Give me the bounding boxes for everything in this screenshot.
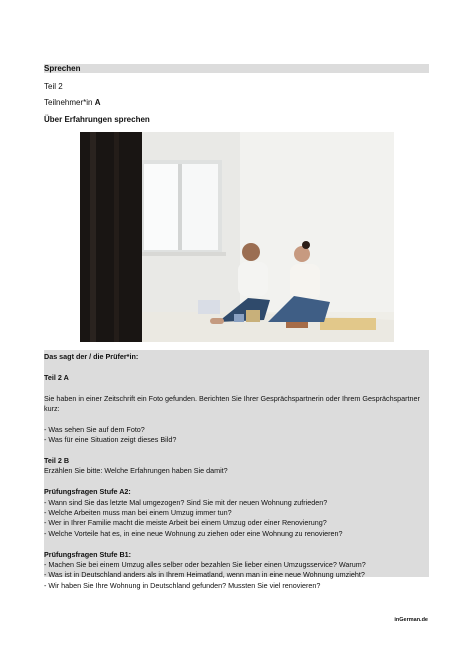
moving-couple-photo bbox=[80, 132, 394, 342]
part-a-question-2: - Was für eine Situation zeigt dieses Bild? bbox=[44, 435, 177, 445]
section-header-bar bbox=[44, 64, 429, 73]
participant-letter: A bbox=[94, 98, 101, 107]
b1-question-1: - Machen Sie bei einem Umzug alles selber oder bezahlen Sie lieber einen Umzugsservice? Warum? bbox=[44, 560, 366, 570]
part-a-text-line-1: Sie haben in einer Zeitschrift ein Foto gefunden. Berichten Sie Ihrer Gesprächspartnerin oder Ihrem Gesprächspartner bbox=[44, 393, 420, 403]
part-b-title: Teil 2 B bbox=[44, 456, 70, 465]
section-title: Sprechen bbox=[44, 64, 81, 73]
participant-label bbox=[44, 98, 100, 108]
b1-question-3: - Wir haben Sie Ihre Wohnung in Deutschland gefunden? Mussten Sie viel renovieren? bbox=[44, 580, 321, 590]
photo-illustration bbox=[80, 132, 394, 342]
level-b1-title: Prüfungsfragen Stufe B1: bbox=[44, 549, 132, 559]
examiner-content bbox=[44, 350, 429, 591]
topic-title: Über Erfahrungen sprechen bbox=[44, 115, 150, 124]
footer-brand: inGerman.de bbox=[394, 617, 428, 623]
a2-question-3: - Wer in Ihrer Familie macht die meiste Arbeit bei einem Umzug oder einer Renovierung? bbox=[44, 518, 327, 528]
a2-question-1: - Wann sind Sie das letzte Mal umgezogen? Sind Sie mit der neuen Wohnung zufrieden? bbox=[44, 497, 328, 507]
part-a-question-1: - Was sehen Sie auf dem Foto? bbox=[44, 424, 145, 434]
part-a-text-line-2: kurz: bbox=[44, 404, 60, 413]
a2-question-2: - Welche Arbeiten muss man bei einem Umzug immer tun? bbox=[44, 508, 232, 518]
examiner-heading: Das sagt der / die Prüfer*in: bbox=[44, 352, 139, 361]
a2-question-4: - Welche Vorteile hat es, in eine neue Wohnung zu ziehen oder eine Wohnung zu renovieren? bbox=[44, 528, 343, 538]
participant-prefix: Teilnehmer*in bbox=[44, 98, 95, 107]
part-a-title: Teil 2 A bbox=[44, 372, 69, 382]
part-label: Teil 2 bbox=[44, 82, 63, 91]
level-a2-title: Prüfungsfragen Stufe A2: bbox=[44, 487, 131, 497]
b1-question-2: - Was ist in Deutschland anders als in Ihrem Heimatland, wenn man in eine neue Wohnung umzieht? bbox=[44, 570, 365, 580]
examiner-box bbox=[44, 350, 429, 590]
part-b-text: Erzählen Sie bitte: Welche Erfahrungen haben Sie damit? bbox=[44, 466, 228, 476]
